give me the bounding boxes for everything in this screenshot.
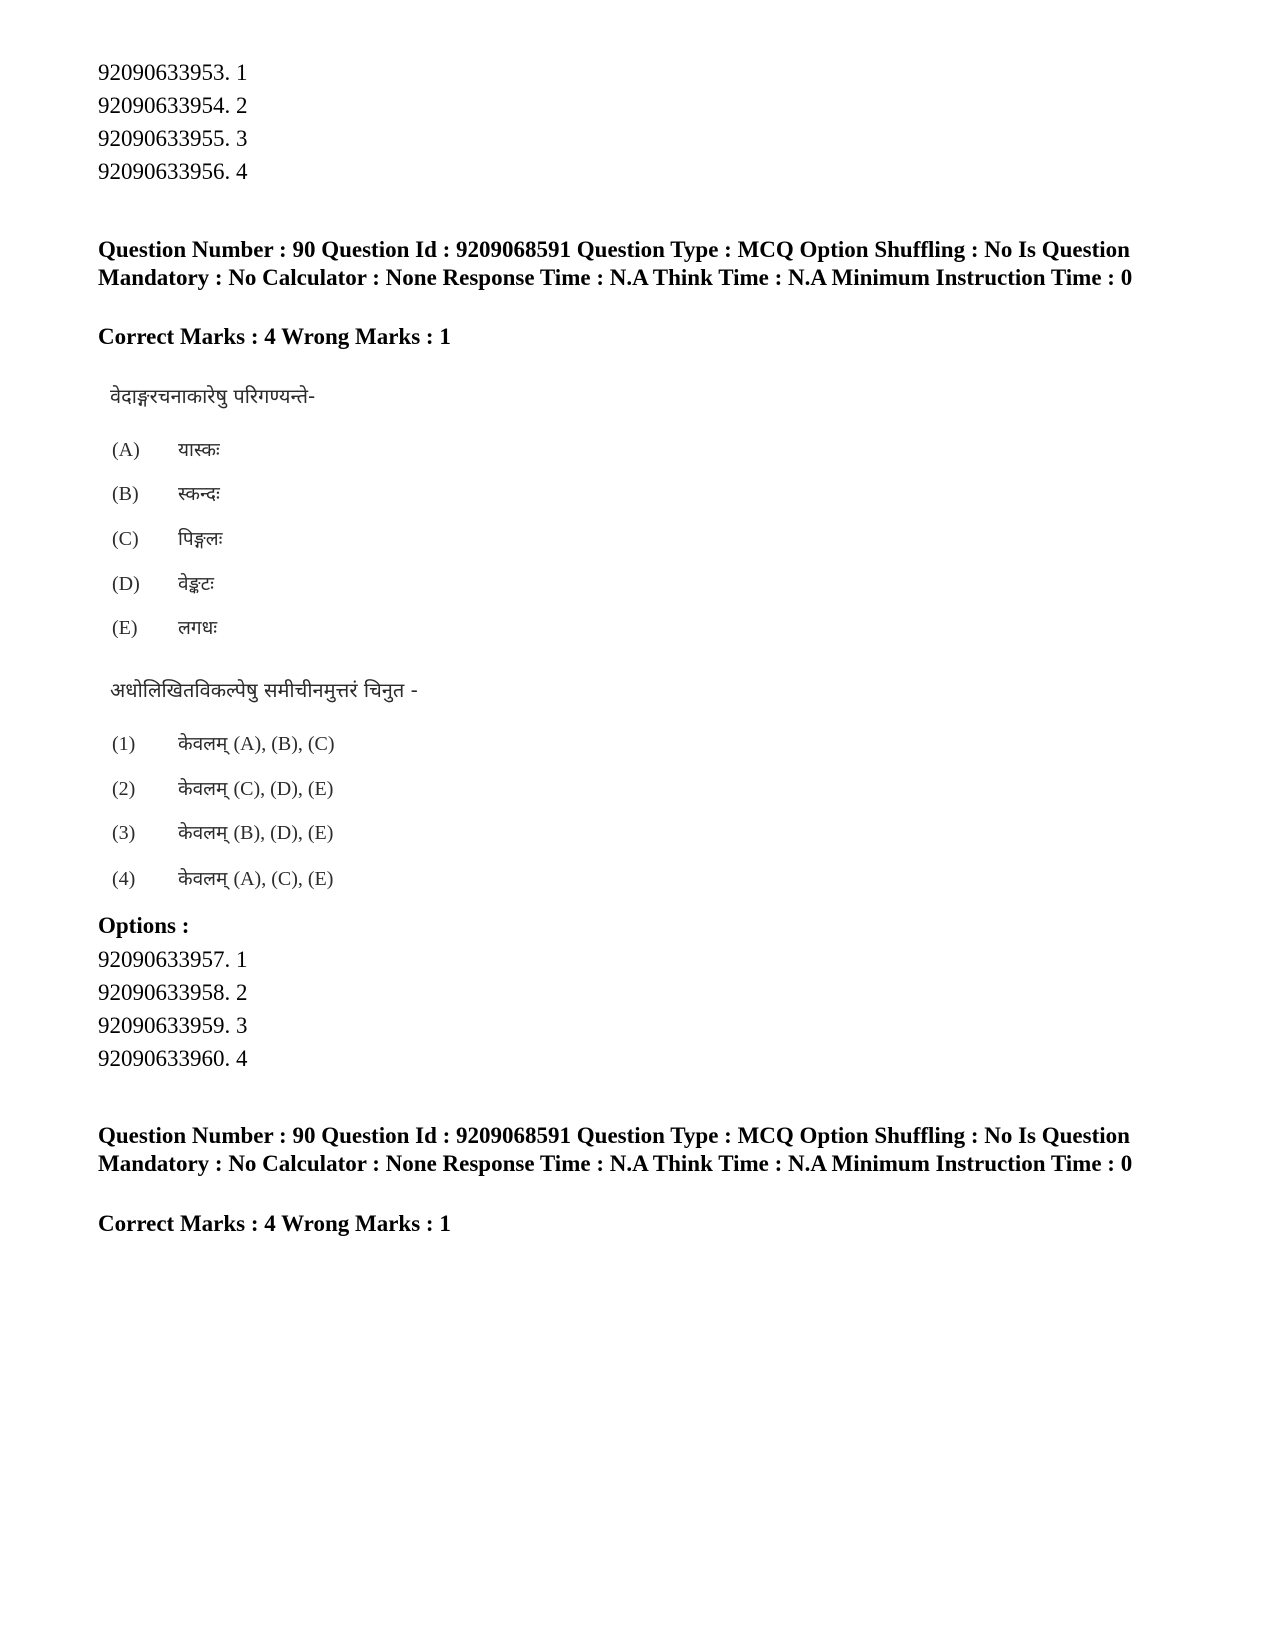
choice-prefix: केवलम् — [178, 822, 228, 844]
option-1: 92090633957. 1 — [98, 947, 248, 972]
choice-text: (C), (D), (E) — [233, 778, 334, 800]
choice-label: (3) — [112, 822, 136, 844]
choice-text: (A), (B), (C) — [233, 733, 335, 755]
item-text: लगधः — [178, 617, 218, 639]
prev-option-3: 92090633955. 3 — [98, 126, 248, 151]
question-choice-4 — [112, 865, 333, 891]
options-heading: Options : — [98, 913, 190, 938]
item-text: यास्कः — [178, 439, 220, 461]
item-label: (E) — [112, 617, 138, 639]
choice-prefix: केवलम् — [178, 733, 228, 755]
question-meta: Question Number : 90 Question Id : 9209068591 Question Type : MCQ Option Shuffling : No Is Question Mandatory : No Calculator : None Response Time : N.A Think Time : N.A Minimum Instruction Time : 0 — [98, 237, 1133, 290]
question-item-a — [112, 436, 220, 462]
question-marks: Correct Marks : 4 Wrong Marks : 1 — [98, 324, 451, 349]
item-label: (A) — [112, 439, 140, 461]
prev-option-1: 92090633953. 1 — [98, 60, 248, 85]
next-question-marks: Correct Marks : 4 Wrong Marks : 1 — [98, 1211, 451, 1236]
choice-label: (4) — [112, 868, 136, 890]
question-choice-2 — [112, 775, 333, 801]
option-2: 92090633958. 2 — [98, 980, 248, 1005]
item-text: स्कन्दः — [178, 483, 220, 505]
prev-option-4: 92090633956. 4 — [98, 159, 248, 184]
item-label: (B) — [112, 483, 139, 505]
question-item-e — [112, 614, 217, 640]
item-text: वेङ्कटः — [178, 573, 215, 595]
question-instruction: अधोलिखितविकल्पेषु समीचीनमुत्तरं चिनुत - — [110, 678, 418, 702]
choice-label: (1) — [112, 733, 136, 755]
option-3: 92090633959. 3 — [98, 1013, 248, 1038]
choice-text: (A), (C), (E) — [233, 868, 334, 890]
choice-label: (2) — [112, 778, 136, 800]
item-label: (C) — [112, 528, 139, 550]
question-choice-3 — [112, 819, 333, 845]
choice-text: (B), (D), (E) — [233, 822, 334, 844]
item-text: पिङ्गलः — [178, 528, 223, 550]
choice-prefix: केवलम् — [178, 868, 228, 890]
prev-option-2: 92090633954. 2 — [98, 93, 248, 118]
item-label: (D) — [112, 573, 140, 595]
question-item-d — [112, 570, 214, 596]
question-choice-1 — [112, 730, 335, 756]
question-stem: वेदाङ्गरचनाकारेषु परिगण्यन्ते- — [110, 384, 316, 408]
option-4: 92090633960. 4 — [98, 1046, 248, 1071]
question-item-b — [112, 480, 220, 506]
next-question-meta: Question Number : 90 Question Id : 9209068591 Question Type : MCQ Option Shuffling : No Is Question Mandatory : No Calculator : None Response Time : N.A Think Time : N.A Minimum Instruction Time : 0 — [98, 1123, 1133, 1176]
choice-prefix: केवलम् — [178, 778, 228, 800]
question-item-c — [112, 525, 222, 551]
